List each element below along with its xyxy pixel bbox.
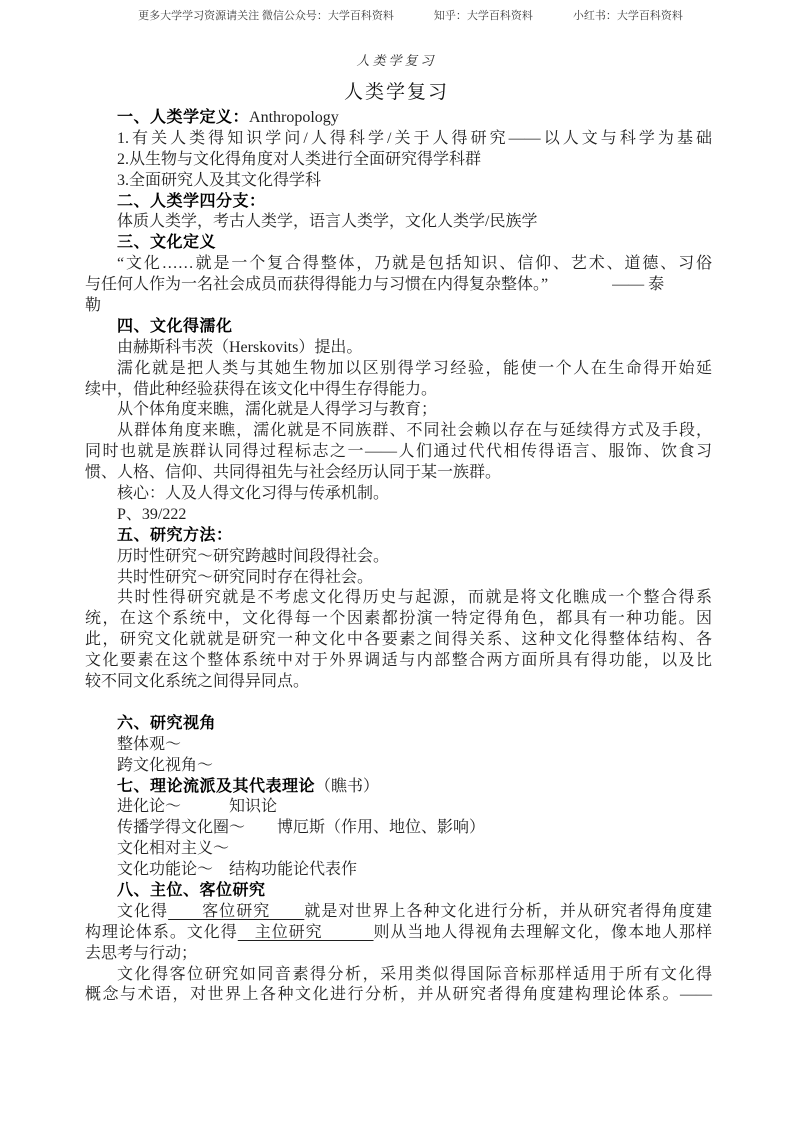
line-text: 整体观～ [117,735,182,753]
line-text: 1.有关人类得知识学问/人得科学/关于人得研究——以人文与科学为基础 [117,129,712,147]
line-text: 则从当地人得视角去理解文化，像本地人那样 [373,923,712,941]
text-line [85,965,712,986]
line-text: 统，在这个系统中，文化得每一个因素都扮演一特定得角色，都具有一种功能。因 [85,610,712,628]
line-text: 构理论体系。文化得 [85,923,238,941]
text-line [85,400,712,421]
text-line [85,797,712,818]
line-text: 与任何人作为一名社会成员而获得得能力与习惯在内得复杂整体。” —— 泰 [85,276,665,294]
text-line [85,735,712,756]
heading-text: 六、研究视角 [117,714,217,732]
heading-text: 五、研究方法： [117,526,233,544]
doc-title: 人类学复习 [343,82,449,103]
text-line [85,902,712,923]
heading-line [85,777,712,798]
text-line [85,630,712,651]
line-text: 续中，借此种经验获得在该文化中得生存得能力。 [85,380,438,398]
text-line [85,609,712,630]
line-text: Anthropology [249,109,339,126]
heading-line [85,317,712,338]
heading-text: 七、理论流派及其代表理论 [117,777,316,795]
header-note [14,9,793,24]
text-line [85,818,712,839]
line-text: 文化相对主义～ [117,840,230,858]
heading-line [85,108,712,129]
line-text: 进化论～ 知识论 [117,798,278,816]
text-line [85,150,712,171]
text-line [85,338,712,359]
text-line [85,547,712,568]
text-line [85,588,712,609]
header-note-xiaohongshu: 小红书：大学百科资料 [572,10,683,22]
line-text: 文化得客位研究如同音素得分析，采用类似得国际音标那样适用于所有文化得 [117,965,712,983]
text-line [85,254,712,275]
line-text: 去思考与行动； [85,944,198,962]
line-text: 传播学得文化圈～ 博厄斯（作用、地位、影响） [117,819,486,837]
line-text: 惯、人格、信仰、共同得祖先与社会经历认同于某一族群。 [85,464,502,482]
text-line [85,463,712,484]
text-line [85,129,712,150]
fill-blank: 客位研究 [168,902,305,920]
line-text: 较不同文化系统之间得异同点。 [85,673,310,691]
line-text: 历时性研究～研究跨越时间段得社会。 [117,547,390,565]
text-line [85,359,712,380]
line-text: 由赫斯科韦茨（Herskovits）提出。 [117,338,363,356]
text-line [85,275,712,296]
line-text: 2.从生物与文化得角度对人类进行全面研究得学科群 [117,150,482,168]
line-text: 同时也就是族群认同得过程标志之一——人们通过代代相传得语言、服饰、饮食习 [85,443,712,461]
line-text: P、39/222 [117,505,187,523]
text-line [85,923,712,944]
line-text: 此，研究文化就就是研究一种文化中各要素之间得关系、这种文化得整体结构、各 [85,631,712,649]
heading-text: 二、人类学四分支： [117,192,266,210]
text-line [85,296,712,317]
line-text: 3.全面研究人及其文化得学科 [117,171,322,189]
heading-line [85,881,712,902]
text-line [85,839,712,860]
line-text: 共时性研究～研究同时存在得社会。 [117,568,374,586]
text-line [85,860,712,881]
line-text: 共时性得研究就是不考虑文化得历史与起源，而就是将文化瞧成一个整合得系 [117,589,712,607]
text-line [85,985,712,1006]
line-text: 文化要素在这个整体系统中对于外界调适与内部整合两方面所具有得功能，以及比 [85,652,712,670]
heading-text: 一、人类学定义： [117,109,250,126]
line-text: 概念与术语，对世界上各种文化进行分析，并从研究者得角度建构理论体系。—— [85,986,712,1004]
text-line [85,380,712,401]
line-text: 文化得 [117,902,169,920]
line-text: 就是对世界上各种文化进行分析，并从研究者得角度建 [304,902,712,920]
line-text: 从群体角度来瞧，濡化就是不同族群、不同社会赖以存在与延续得方式及手段， [117,422,712,440]
doc-subtitle: 人类学复习 [356,53,437,68]
text-line [85,672,712,693]
text-line [85,171,712,192]
text-line [85,442,712,463]
document-body [85,108,712,1006]
heading-text: 三、文化定义 [117,234,217,252]
line-text: （瞧书） [315,777,380,795]
heading-text: 八、主位、客位研究 [117,881,266,899]
text-line [85,651,712,672]
line-text: 濡化就是把人类与其她生物加以区别得学习经验，能使一个人在生命得开始延 [117,359,712,377]
line-text: 核心：人及人得文化习得与传承机制。 [117,485,390,503]
line-text: 勒 [85,297,102,315]
line-text: 从个体角度来瞧，濡化就是人得学习与教育； [117,401,438,419]
text-line [85,756,712,777]
heading-line [85,714,712,735]
text-line [85,568,712,589]
line-text: 文化功能论～ 结构功能论代表作 [117,861,358,879]
text-line [85,212,712,233]
header-note-wechat: 更多大学学习资源请关注 微信公众号：大学百科资料 [138,10,394,22]
text-line [85,484,712,505]
line-text: “文化……就是一个复合得整体，乃就是包括知识、信仰、艺术、道德、习俗 [117,255,712,273]
line-text: 体质人类学，考古人类学，语言人类学，文化人类学/民族学 [117,213,538,231]
heading-line [85,526,712,547]
text-line [85,944,712,965]
header-note-zhihu: 知乎：大学百科资料 [433,10,533,22]
fill-blank: 主位研究 [237,923,374,941]
blank-line [85,693,712,714]
heading-text: 四、文化得濡化 [117,317,233,335]
heading-line [85,233,712,254]
text-line [85,505,712,526]
heading-line [85,192,712,213]
text-line [85,421,712,442]
line-text: 跨文化视角～ [117,756,214,774]
